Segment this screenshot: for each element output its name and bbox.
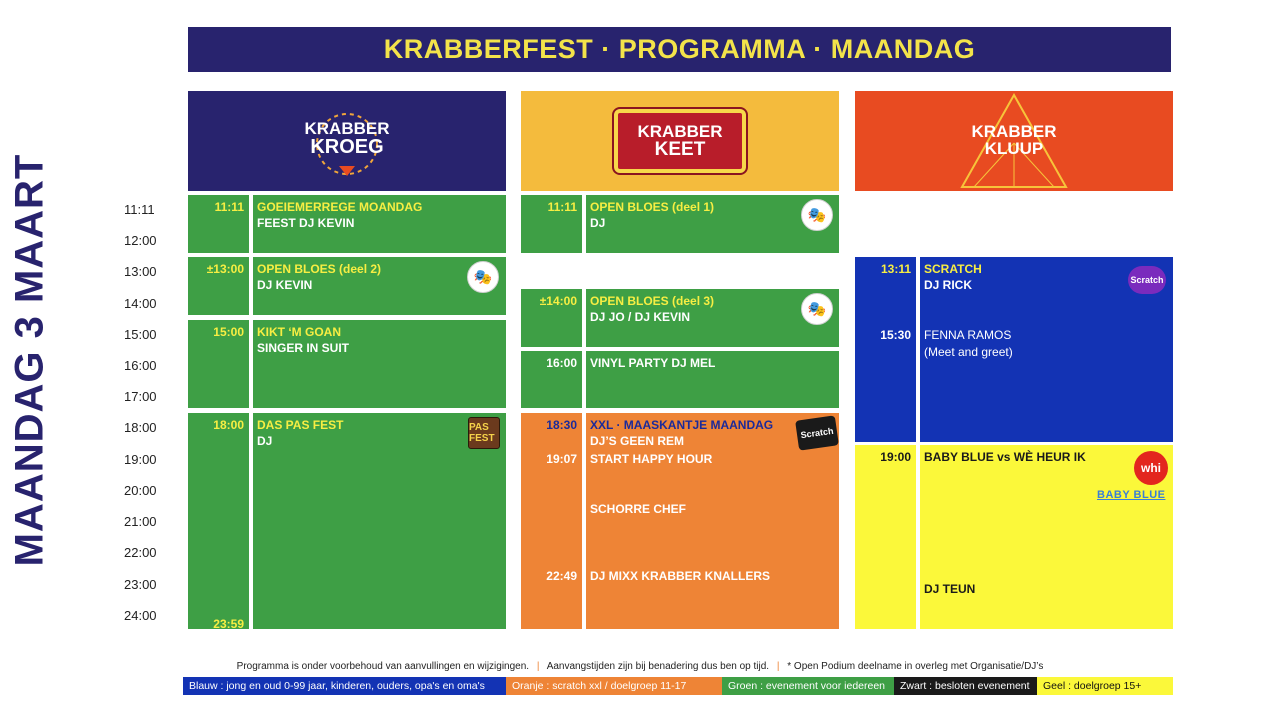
theater-masks-icon: 🎭	[801, 293, 833, 325]
event-time: 19:00	[880, 450, 911, 464]
event-subtitle-3: SCHORRE CHEF	[590, 502, 687, 516]
whi-logo: whi	[1134, 451, 1168, 485]
time-label: 16:00	[124, 358, 157, 373]
legend-black: Zwart : besloten evenement	[894, 677, 1037, 695]
event-subtitle-3: (Meet and greet)	[924, 345, 1013, 359]
scratch-logo: Scratch	[795, 415, 839, 450]
theater-masks-icon: 🎭	[467, 261, 499, 293]
keet-logo	[614, 109, 746, 173]
time-label: 12:00	[124, 233, 157, 248]
event-time-4: 22:49	[546, 569, 577, 583]
event-subtitle-2: START HAPPY HOUR	[590, 452, 713, 466]
event-time: 16:00	[546, 356, 577, 370]
event-title: SCRATCH	[924, 262, 982, 276]
page-banner	[188, 27, 1171, 72]
event-title: GOEIEMERREGE MOANDAG	[257, 200, 423, 214]
event-subtitle: DJ JO / DJ KEVIN	[590, 310, 691, 324]
event-title: OPEN BLOES (deel 1)	[590, 200, 715, 214]
time-label: 17:00	[124, 389, 157, 404]
kluup-logo-line2: KLUUP	[984, 139, 1044, 158]
date-title: MAANDAG 3 MAART	[7, 153, 52, 567]
pas-fest-badge: PAS FEST	[468, 417, 500, 449]
theater-masks-icon: 🎭	[801, 199, 833, 231]
event-subtitle: FEEST DJ KEVIN	[257, 216, 355, 230]
footer-note-3: * Open Podium deelname in overleg met Organisatie/DJ’s	[787, 661, 1044, 672]
event-title: DAS PAS FEST	[257, 418, 344, 432]
time-label: 23:00	[124, 577, 157, 592]
event-title: XXL · MAASKANTJE MAANDAG	[590, 418, 774, 432]
legend-green: Groen : evenement voor iedereen	[722, 677, 894, 695]
event-subtitle: DJ	[590, 216, 606, 230]
event-time: ±13:00	[206, 262, 244, 276]
event-time: 15:00	[213, 325, 244, 339]
event-time: 18:30	[546, 418, 577, 432]
color-legend	[183, 677, 1173, 695]
kroeg-event-2	[188, 257, 506, 315]
event-time-2: 15:30	[880, 328, 911, 342]
event-time-2: 19:07	[546, 452, 577, 466]
footer-separator: |	[536, 661, 540, 672]
footer-separator: |	[776, 661, 780, 672]
event-title: KIKT ‘M GOAN	[257, 325, 341, 339]
event-subtitle: DJ KEVIN	[257, 278, 313, 292]
event-end-time: 23:59	[213, 617, 244, 631]
keet-event-2	[521, 289, 839, 347]
footer-note-1: Programma is onder voorbehoud van aanvullingen en wijzigingen.	[236, 661, 530, 672]
kroeg-logo-line1: KRABBER	[304, 119, 390, 138]
kroeg-event-3	[188, 320, 506, 408]
kluup-event-2	[855, 445, 1173, 629]
kluup-logo-line1: KRABBER	[971, 122, 1057, 141]
event-subtitle: DJ’S GEEN REM	[590, 434, 685, 448]
time-label: 15:00	[124, 327, 157, 342]
event-subtitle: DJ	[257, 434, 273, 448]
keet-event-3	[521, 351, 839, 408]
scratch-logo: Scratch	[1128, 266, 1166, 294]
event-subtitle: DJ RICK	[924, 278, 973, 292]
keet-logo-line2: KEET	[654, 139, 706, 160]
page-title: KRABBERFEST · PROGRAMMA · MAANDAG	[383, 34, 976, 64]
kluup-event-1	[855, 257, 1173, 442]
event-title: VINYL PARTY DJ MEL	[590, 356, 716, 370]
time-label: 20:00	[124, 483, 157, 498]
event-subtitle: DJ TEUN	[924, 582, 976, 596]
time-label: 24:00	[124, 608, 157, 623]
time-label: 13:00	[124, 264, 157, 279]
kroeg-event-4	[188, 413, 506, 629]
kroeg-logo	[287, 106, 407, 176]
keet-event-1	[521, 195, 839, 253]
event-title: OPEN BLOES (deel 2)	[257, 262, 382, 276]
event-time: 18:00	[213, 418, 244, 432]
event-time: ±14:00	[539, 294, 577, 308]
keet-event-4	[521, 413, 839, 629]
time-label: 14:00	[124, 296, 157, 311]
legend-orange: Oranje : scratch xxl / doelgroep 11-17	[506, 677, 722, 695]
time-label: 22:00	[124, 545, 157, 560]
venue-header-kroeg	[188, 91, 506, 191]
event-time: 13:11	[880, 262, 911, 276]
event-time: 11:11	[547, 200, 577, 214]
venue-header-kluup	[855, 91, 1173, 191]
kroeg-event-1	[188, 195, 506, 253]
keet-logo-line1: KRABBER	[637, 122, 723, 141]
event-subtitle-4: DJ MIXX KRABBER KNALLERS	[590, 569, 771, 583]
footer-note-2: Aanvangstijden zijn bij benadering dus ben op tijd.	[546, 661, 770, 672]
venue-header-keet	[521, 91, 839, 191]
footer-note	[0, 661, 1280, 672]
kluup-logo	[954, 93, 1074, 189]
time-label: 19:00	[124, 452, 157, 467]
time-label: 21:00	[124, 514, 157, 529]
legend-blue: Blauw : jong en oud 0-99 jaar, kinderen, ouders, opa's en oma's	[183, 677, 506, 695]
baby-blue-logo: BABY BLUE	[1097, 489, 1166, 501]
time-label: 11:11	[124, 202, 155, 217]
time-label: 18:00	[124, 420, 157, 435]
event-title: BABY BLUE vs WÈ HEUR IK	[924, 450, 1086, 464]
event-time: 11:11	[214, 200, 244, 214]
event-subtitle-2: FENNA RAMOS	[924, 328, 1012, 342]
event-title: OPEN BLOES (deel 3)	[590, 294, 715, 308]
event-subtitle: SINGER IN SUIT	[257, 341, 350, 355]
legend-yellow: Geel : doelgroep 15+	[1037, 677, 1173, 695]
kroeg-logo-line2: KROEG	[310, 136, 384, 158]
